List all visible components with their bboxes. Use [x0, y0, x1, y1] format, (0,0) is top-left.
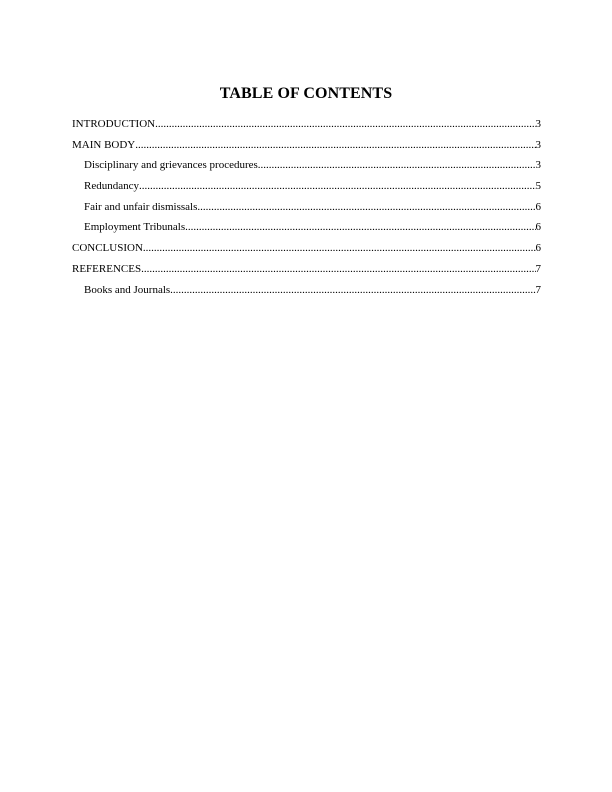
toc-dot-leader — [135, 138, 535, 152]
toc-page-number: 3 — [535, 118, 541, 130]
toc-entry-introduction[interactable] — [72, 117, 541, 138]
toc-entry-label: CONCLUSION — [72, 242, 143, 255]
toc-entry-fair-unfair-dismissals[interactable] — [72, 200, 541, 221]
toc-entry-redundancy[interactable] — [72, 179, 541, 200]
table-of-contents — [72, 117, 541, 303]
toc-dot-leader — [139, 179, 536, 193]
toc-dot-leader — [258, 158, 536, 172]
toc-entry-references[interactable] — [72, 262, 541, 283]
toc-page-number: 6 — [535, 221, 541, 234]
toc-entry-label: Employment Tribunals — [84, 221, 186, 234]
toc-entry-label: Disciplinary and grievances procedures — [84, 159, 258, 172]
toc-dot-leader — [197, 200, 535, 214]
toc-dot-leader — [170, 283, 535, 297]
toc-entry-employment-tribunals[interactable] — [72, 220, 541, 241]
page-title: TABLE OF CONTENTS — [219, 85, 393, 102]
toc-entry-disciplinary-grievances[interactable] — [72, 158, 541, 179]
toc-page-number: 6 — [535, 200, 541, 213]
toc-page-number: 7 — [535, 262, 541, 275]
toc-dot-leader — [185, 220, 535, 234]
toc-entry-label: MAIN BODY — [72, 138, 136, 151]
toc-page-number: 7 — [535, 283, 541, 296]
toc-entry-main-body[interactable] — [72, 138, 541, 159]
toc-dot-leader — [155, 117, 535, 131]
toc-entry-books-journals[interactable] — [72, 283, 541, 304]
toc-entry-label: Fair and unfair dismissals — [84, 200, 198, 213]
toc-entry-label: Redundancy — [84, 180, 139, 193]
toc-entry-label: Books and Journals — [84, 283, 171, 296]
toc-entry-conclusion[interactable] — [72, 241, 541, 262]
toc-entry-label: INTRODUCTION — [72, 118, 156, 130]
toc-page-number: 5 — [535, 180, 541, 193]
toc-page-number: 6 — [535, 242, 541, 255]
toc-dot-leader — [143, 241, 536, 255]
toc-entry-label: REFERENCES — [72, 262, 142, 275]
toc-page-number: 3 — [535, 138, 541, 151]
toc-page-number: 3 — [535, 159, 541, 172]
toc-dot-leader — [141, 262, 535, 276]
